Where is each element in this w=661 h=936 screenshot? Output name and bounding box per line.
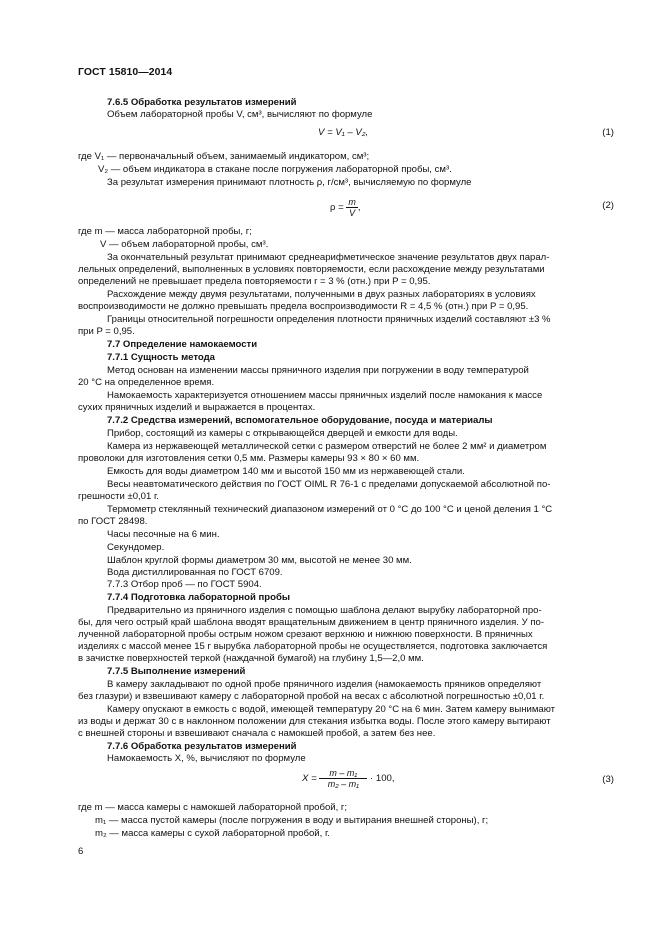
method-para-line-2: 20 °C на определенное время. xyxy=(78,377,215,388)
equipment-water: Вода дистиллированная по ГОСТ 6709. xyxy=(107,567,283,578)
section-7-7-2-heading: 7.7.2 Средства измерений, вспомогательное оборудование, посуда и материалы xyxy=(107,415,493,426)
section-7-6-5-heading: 7.6.5 Обработка результатов измерений xyxy=(107,97,297,108)
formula-2-fraction xyxy=(346,197,358,218)
where-m-soaked: где m — масса камеры с намокшей лабораторной пробой, г; xyxy=(78,802,348,813)
error-para-line-2: при P = 0,95. xyxy=(78,326,135,337)
formula-2-tail: , xyxy=(357,202,361,214)
prep-line-1: Предварительно из пряничного изделия с помощью шаблона делают вырубку лабораторной про- xyxy=(107,605,542,616)
where-v2: V₂ — объем индикатора в стакане после погружения лабораторной пробы, см³. xyxy=(98,164,452,175)
error-para-line-1: Границы относительной погрешности определения плотности пряничных изделий составляют ±3 % xyxy=(107,314,551,325)
soak-para-line-2: сухих пряничных изделий и выражается в процентах. xyxy=(78,402,316,413)
formula-1: V = V₁ – V₂, xyxy=(318,127,369,138)
equipment-chamber-line-1: Камера из нержавеющей металлической сетки с размером отверстий не более 2 мм² и диаметром xyxy=(107,441,547,452)
prep-line-3: лученной лабораторной пробы острым ножом срезают верхнюю и нижнюю поверхности. В пряничных xyxy=(78,629,533,640)
formula-3-fraction xyxy=(319,768,367,789)
result-para-line-2: лельных определений, выполненных в условиях повторяемости, если расхождение между результатами xyxy=(78,264,545,275)
measure-line-4: из воды и держат 30 с в наклонном положении для стекания избытка воды. После этого камеру вытирают xyxy=(78,716,551,727)
formula-3-tail: · 100, xyxy=(370,773,395,785)
formula-3-number: (3) xyxy=(602,774,614,785)
section-7-7-5-heading: 7.7.5 Выполнение измерений xyxy=(107,666,246,677)
document-header: ГОСТ 15810—2014 xyxy=(78,67,173,78)
formula-1-number: (1) xyxy=(602,127,614,138)
equipment-stopwatch: Секундомер. xyxy=(107,542,165,553)
where-m1: m₁ — масса пустой камеры (после погружения в воду и вытирания внешней стороны), г; xyxy=(95,815,489,826)
equipment-thermometer-line-1: Термометр стеклянный технический диапазоном измерений от 0 °C до 100 °C и ценой деления 1 °C xyxy=(107,504,553,515)
reproducibility-para-line-2: воспроизводимости не должно превышать предела воспроизводимости R = 4,5 % (отн.) при P = 0,95. xyxy=(78,301,529,312)
prep-line-2: бы, для чего острый край шаблона вводят вращательным движением в центр пряничного изделия. У по- xyxy=(78,617,544,628)
volume-intro: Объем лабораторной пробы V, см³, вычисляют по формуле xyxy=(107,109,373,120)
section-7-7-6-heading: 7.7.6 Обработка результатов измерений xyxy=(107,741,297,752)
measure-line-5: с внешней стороны и взвешивают сначала с намокшей пробой, а затем без нее. xyxy=(78,728,436,739)
reproducibility-para-line-1: Расхождение между двумя результатами, полученными в двух разных лабораториях в условиях xyxy=(107,289,536,300)
equipment-scales-line-2: грешности ±0,01 г. xyxy=(78,491,159,502)
equipment-container: Емкость для воды диаметром 140 мм и высотой 150 мм из нержавеющей стали. xyxy=(107,466,465,477)
soak-para-line-1: Намокаемость характеризуется отношением массы пряничных изделий после намокания к массе xyxy=(107,390,543,401)
where-v: V — объем лабораторной пробы, см³. xyxy=(100,239,269,250)
formula-3-denominator: m₂ – m₁ xyxy=(327,779,359,789)
where-v1: где V₁ — первоначальный объем, занимаемый индикатором, см³; xyxy=(78,151,370,162)
measure-line-2: без глазури) и взвешивают камеру с лабораторной пробой на весах с абсолютной погрешностью ±0,01 г. xyxy=(78,691,545,702)
prep-line-4: изделиях с массой менее 15 г вырубка лабораторной пробы не осуществляется, подготовка заключается xyxy=(78,641,548,652)
equipment-device: Прибор, состоящий из камеры с открывающейся дверцей и емкости для воды. xyxy=(107,428,458,439)
formula-2 xyxy=(330,197,361,218)
where-m: где m — масса лабораторной пробы, г; xyxy=(78,226,252,237)
formula-2-lhs: ρ = xyxy=(330,202,344,214)
measure-line-3: Камеру опускают в емкость с водой, имеющей температуру 20 °C на 6 мин. Затем камеру вынимают xyxy=(107,704,556,715)
formula-2-numerator: m xyxy=(348,197,356,207)
formula-3-numerator: m – m₁ xyxy=(319,768,367,779)
equipment-hourglass: Часы песочные на 6 мин. xyxy=(107,529,220,540)
formula-2-denominator: V xyxy=(349,208,356,218)
section-7-7-heading: 7.7 Определение намокаемости xyxy=(107,339,258,350)
soak-formula-intro: Намокаемость X, %, вычисляют по формуле xyxy=(107,753,306,764)
formula-3-lhs: X = xyxy=(302,773,317,785)
formula-3 xyxy=(302,768,395,789)
equipment-chamber-line-2: проволоки для изготовления сетки 0,5 мм. Размеры камеры 93 × 80 × 60 мм. xyxy=(78,453,420,464)
prep-line-5: в зачистке поверхностей теркой (наждачной бумагой) на глубину 1,5—2,0 мм. xyxy=(78,653,424,664)
section-7-7-1-heading: 7.7.1 Сущность метода xyxy=(107,352,215,363)
page-number: 6 xyxy=(78,846,84,857)
result-para-line-1: За окончательный результат принимают среднеарифметическое значение результатов двух парал- xyxy=(107,252,550,263)
density-intro: За результат измерения принимают плотность ρ, г/см³, вычисляемую по формуле xyxy=(107,177,472,188)
method-para-line-1: Метод основан на изменении массы пряничного изделия при погружении в воду температурой xyxy=(107,365,529,376)
measure-line-1: В камеру закладывают по одной пробе пряничного изделия (намокаемость пряников определяют xyxy=(107,679,542,690)
result-para-line-3: определений не превышает предела повторяемости r = 3 % (отн.) при P = 0,95. xyxy=(78,276,431,287)
where-m2: m₂ — масса камеры с сухой лабораторной пробой, г. xyxy=(95,828,330,839)
section-7-7-3: 7.7.3 Отбор проб — по ГОСТ 5904. xyxy=(107,579,262,590)
formula-2-number: (2) xyxy=(602,200,614,211)
section-7-7-4-heading: 7.7.4 Подготовка лабораторной пробы xyxy=(107,592,291,603)
equipment-scales-line-1: Весы неавтоматического действия по ГОСТ OIML R 76-1 с пределами допускаемой абсолютной по- xyxy=(107,479,551,490)
equipment-thermometer-line-2: по ГОСТ 28498. xyxy=(78,516,148,527)
equipment-template: Шаблон круглой формы диаметром 30 мм, высотой не менее 30 мм. xyxy=(107,555,412,566)
